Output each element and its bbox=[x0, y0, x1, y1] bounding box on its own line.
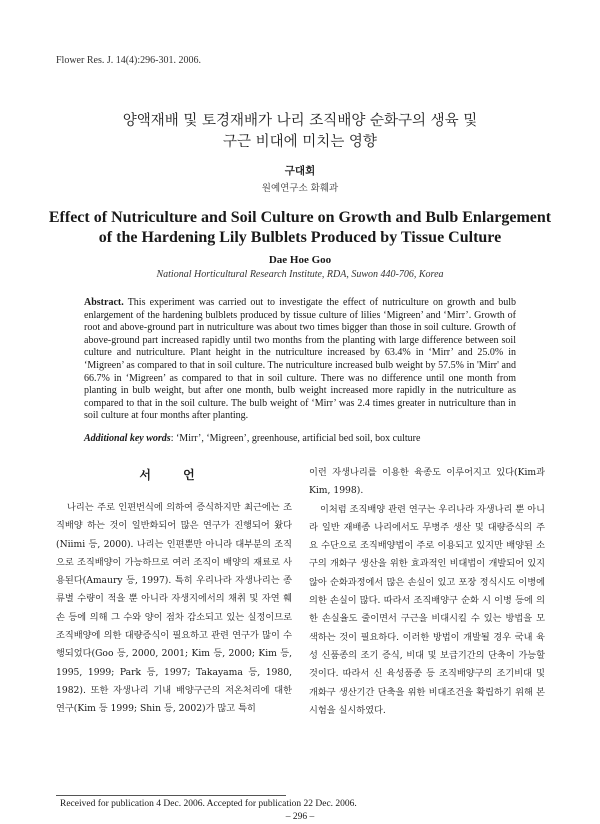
left-column bbox=[56, 499, 292, 719]
footnote: Received for publication 4 Dec. 2006. Accepted for publication 22 Dec. 2006. bbox=[60, 799, 357, 809]
intro-paragraph-1-continued: 이런 자생나리를 이용한 육종도 이루어지고 있다(Kim과 Kim, 1998). bbox=[309, 467, 545, 497]
abstract-text: This experiment was carried out to investigate the effect of nutriculture on growth and bulb enlargement of the hardening bulblets produced by tissue culture of lilies ‘Migreen’ and ‘Mirr’. Growth of root and above-ground part in nutriculture was about two times bigger than those in soil culture. Growth of above-ground part increased rapidly until two months from the planting with large difference between soil culture and nutriculture. Plant height in the nutriculture increased by 63.4% in ‘Mirr’ and 25.0% in ‘Migreen’ as compared to that in soil culture. The nutriculture increased bulb weight by 57.5% in 'Mirr' and 66.7% in ‘Migreen’ as compared to that in soil culture. There was no difference until one month from planting in bulb weight, but after one month, bulb weight increased more rapidly in the nutriculture as compared to that in the soil culture. The bulb weight of ‘Mirr’ was 2.4 times greater in nutriculture than in soil culture at four months after planting. bbox=[84, 297, 516, 422]
korean-affiliation: 원예연구소 화훼과 bbox=[261, 183, 339, 194]
korean-title-line-1: 양액재배 및 토경재배가 나리 조직배양 순화구의 생육 및 bbox=[122, 113, 478, 129]
english-author: Dae Hoe Goo bbox=[268, 254, 332, 266]
keywords-text: : ‘Mirr’, ‘Migreen’, greenhouse, artificial bed soil, box culture bbox=[170, 433, 421, 444]
korean-title bbox=[40, 111, 560, 153]
abstract-label: Abstract. bbox=[84, 297, 124, 308]
english-title-line-2: of the Hardening Lily Bulblets Produced by Tissue Culture bbox=[98, 229, 502, 246]
keywords-label: Additional key words bbox=[84, 433, 171, 444]
journal-reference: Flower Res. J. 14(4):296-301. 2006. bbox=[56, 55, 201, 66]
introduction-heading: 서 언 bbox=[139, 468, 209, 482]
english-title-line-1: Effect of Nutriculture and Soil Culture on Growth and Bulb Enlargement bbox=[48, 209, 552, 226]
intro-paragraph-2: 이처럼 조직배양 관련 연구는 우리나라 자생나리 뿐 아니라 일반 재배종 나리에서도 무병주 생산 및 대량증식의 주요 수단으로 조직배양법이 주로 이용되고 있지만 배양된 소구의 개화구 생산을 위한 효과적인 비대법이 개발되어 있지 않아 순화과정에서 많은 손실이 있고 포장 정식시도 이병에 의한 손실이 많다. 따라서 조직배양구 순화 시 이병 등에 의한 손실율도 줄이면서 구근을 비대시킬 수 있는 방법을 모색하는 것이 필요하다. 이러한 방법이 개발될 경우 국내 육성 신품종의 조기 증식, 비대 및 보급기간의 단축이 가능할 것이다. 따라서 신 육성품종 등 조직배양구의 조기비대 및 개화구 생산기간 단축을 위한 비대조건을 확립하기 위해 본 시험을 실시하였다. bbox=[309, 503, 545, 716]
korean-author: 구대회 bbox=[284, 165, 316, 177]
right-column bbox=[309, 464, 545, 720]
keywords bbox=[84, 433, 516, 445]
english-title bbox=[30, 208, 570, 248]
english-affiliation: National Horticultural Research Institute, RDA, Suwon 440-706, Korea bbox=[156, 269, 444, 280]
intro-paragraph-1: 나리는 주로 인편번식에 의하여 증식하지만 최근에는 조직배양 하는 것이 일반화되어 많은 연구가 진행되어 왔다(Niimi 등, 2000). 나리는 인편뿐만 아니라 대부분의 조직으로 조직배양이 가능하므로 여러 조직이 배양의 재료로 사용된다(Amaury 등, 1997). 특히 우리나라 자생나리는 종류별 수량이 적을 뿐 아니라 자생지에서의 채취 및 자연 훼손 등에 의해 그 수와 양이 점차 감소되고 있는 실정이므로 조직배양에 의한 대량증식이 필요하고 관련 연구가 많이 수행되었다(Goo 등, 2000, 2001; Kim 등, 2000; Kim 등, 1995, 1999; Park 등, 1997; Takayama 등, 1980, 1982). 또한 자생나리 기내 배양구근의 저온처리에 대한 연구(Kim 등 1999; Shin 등, 2002)가 많고 특히 bbox=[56, 502, 292, 715]
footnote-divider bbox=[56, 795, 286, 796]
page-number: – 296 – bbox=[285, 812, 315, 822]
abstract bbox=[84, 297, 516, 423]
korean-title-line-2: 구근 비대에 미치는 영향 bbox=[223, 134, 377, 150]
